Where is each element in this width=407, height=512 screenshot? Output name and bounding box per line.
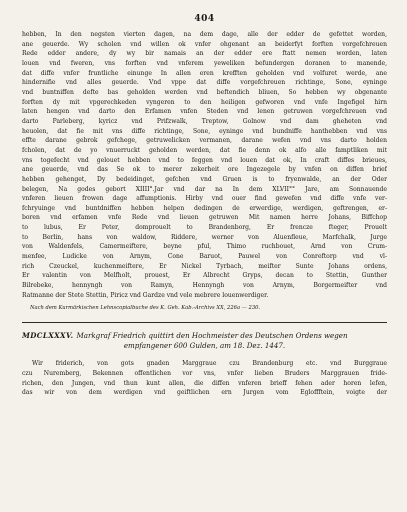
text-line: hindernifie vnd alles geuerde. Vnd vppe dat diffe vorgefchreuen richtinge, Sone, eyninge xyxy=(22,79,387,87)
document-body xyxy=(22,359,387,398)
text-line: rich Czeuckel, kuchenmeiftere, Er Nickel Tyrbach, meifter Sunte Johans ordens, xyxy=(22,262,387,270)
text-line: Rede edder andere, dy wy bir namais an der edder ere ftatt nemen worden, laten xyxy=(22,50,387,58)
text-line: louen vnd fweren, vns forften vnd vnferem yeweliken befundergen doranen to manende, xyxy=(22,59,387,67)
text-line: to Berlin, hans von waldow, Riddere, werner von Aluenfleue, Marfchalk, Jurge xyxy=(22,233,387,241)
text-line: vnd buntniffen defte bas geholden werden vnd beftendich bliuen, So hebben wy obgenante xyxy=(22,88,387,96)
section-divider xyxy=(22,322,387,323)
main-text-block xyxy=(22,30,387,300)
text-line: fchryuinge vnd buntdniffen hebben helpen dedingen de erwerdige, werdigen, geftrengen, er- xyxy=(22,204,387,212)
text-line: to lubus, Er Peter, domprouelt to Brandenborg, Er frencze fteger, Prouelt xyxy=(22,224,387,232)
text-line: ane geuerde. Wy scholen vnd willen ok vnfer ohgenant an beiderfyt forften vorgefchreuen xyxy=(22,40,387,48)
text-line: hebben gehenget, Dy bedeidinget, gefchen vnd Gruen is to fryenwalde, an der Oder xyxy=(22,175,387,183)
text-line: Ratmanne der Stete Stettin, Piricz vnd Gardze vnd vele mebrere louenwerdiger. xyxy=(22,291,269,299)
document-body-line: czu Nuremberg, Bekennen offentlichen vor vns, vnfer lieben Bruders Marggrauen fride- xyxy=(22,370,387,378)
document-title-line xyxy=(22,331,387,341)
text-line: belegen, Na godes gebort XIIII°.Jar vnd dar na In dem XLVII°° Jare, am Sonnauende xyxy=(22,185,387,193)
text-line: boren vnd erfamen vnfe Rede vnd lieuen getruwen Mit namen herre Johans, Biffchop xyxy=(22,214,387,222)
document-body-line: das wir von dem werdigen vnd geiftlichen ern Jurgen vom Egloffftein, voigte der xyxy=(22,389,387,397)
text-line: vnferen lieuen frowen dage affumptionis. Hirby vnd ouer find gewefen vnd diffe vnfe ver- xyxy=(22,195,387,203)
text-line: von Waldenfels, Camermeiftere, beyne pful, Thimo ruchbouet, Arnd von Crum- xyxy=(22,243,387,251)
document-body-line: richen, den Jungen, vnd thun kunt allen, die diffen vnferen brieff fehen ader horen lefen, xyxy=(22,379,387,387)
text-line: ane geuerde, vnd das Se ok to merer zekerheit ore Ingezegele by vnfen on diffen brief xyxy=(22,166,387,174)
text-line: hebben, In den negsten vierten dagen, na dem dage, alle der edder de gefettet worden, xyxy=(22,31,387,38)
text-line: menfee, Ludicke von Arnym, Cone Baruot, Pauwel von Conreftorp vnd vl- xyxy=(22,253,387,261)
document-title-1: Markgraf Friedrich quittirt den Hochmeister des Deutschen Ordens wegen xyxy=(76,331,348,341)
text-line: dat diffe vnfer fruntliche einunge In allen eren krefften geholden vnd volfuret werde, ane xyxy=(22,69,387,77)
text-line: darto Parleberg, kyricz vnd Prifzwalk, Treptow, Golnow vnd dam gheheten vnd xyxy=(22,117,387,125)
text-line: effte darane gebrok gefchege, getruwelicken vermanen, darane wefen vnd vns darto holden xyxy=(22,137,387,145)
text-line: vns togefecht vnd gelouet hebben vnd to feggen vnd louen dat ok, In craft diffes brieues, xyxy=(22,156,387,164)
text-line: laten hengen vnd darto den Erfamen vnfen Steden vnd lenen getruwen vorgefchreuen vnd xyxy=(22,108,387,116)
text-line: Er valentin von Melfholt, prouest, Er Albrecht Gryps, decan to Stettin, Gunther xyxy=(22,272,387,280)
source-footnote: Nach dem Kurmärkischen Lehnscopialbuche des K. Geh. Kab.-Archivs XX, 226a — 230. xyxy=(30,305,261,312)
text-line: Bilrebeke, hennyngh von Ramyn, Hennyngh von Arnym, Borgermeifter vnd xyxy=(22,282,387,290)
text-line: heuolen, dat fie mit vns diffe richtinge, Sone, eyninge vnd bundniffe hanthebben vnd vns xyxy=(22,127,387,135)
document-heading xyxy=(22,331,387,351)
text-line: fcholen, dat de yo vnuerruckt geholden werden, dat fie denn ok alfo alle famptliken mit xyxy=(22,146,387,154)
text-line: forften dy mit vpgerechkeden vyngeren to den heiligen gefworen vnd vnfe Ingefigel hirn xyxy=(22,98,387,106)
document-title-2: empfangener 600 Gulden, am 18. Dez. 1447. xyxy=(123,341,286,351)
page-number: 404 xyxy=(194,14,215,24)
document-number: MDCLXXXV. xyxy=(22,331,74,341)
document-body-line: Wir friderich, von gots gnaden Marggraue czu Brandenburg etc. vnd Burggraue xyxy=(32,360,387,368)
